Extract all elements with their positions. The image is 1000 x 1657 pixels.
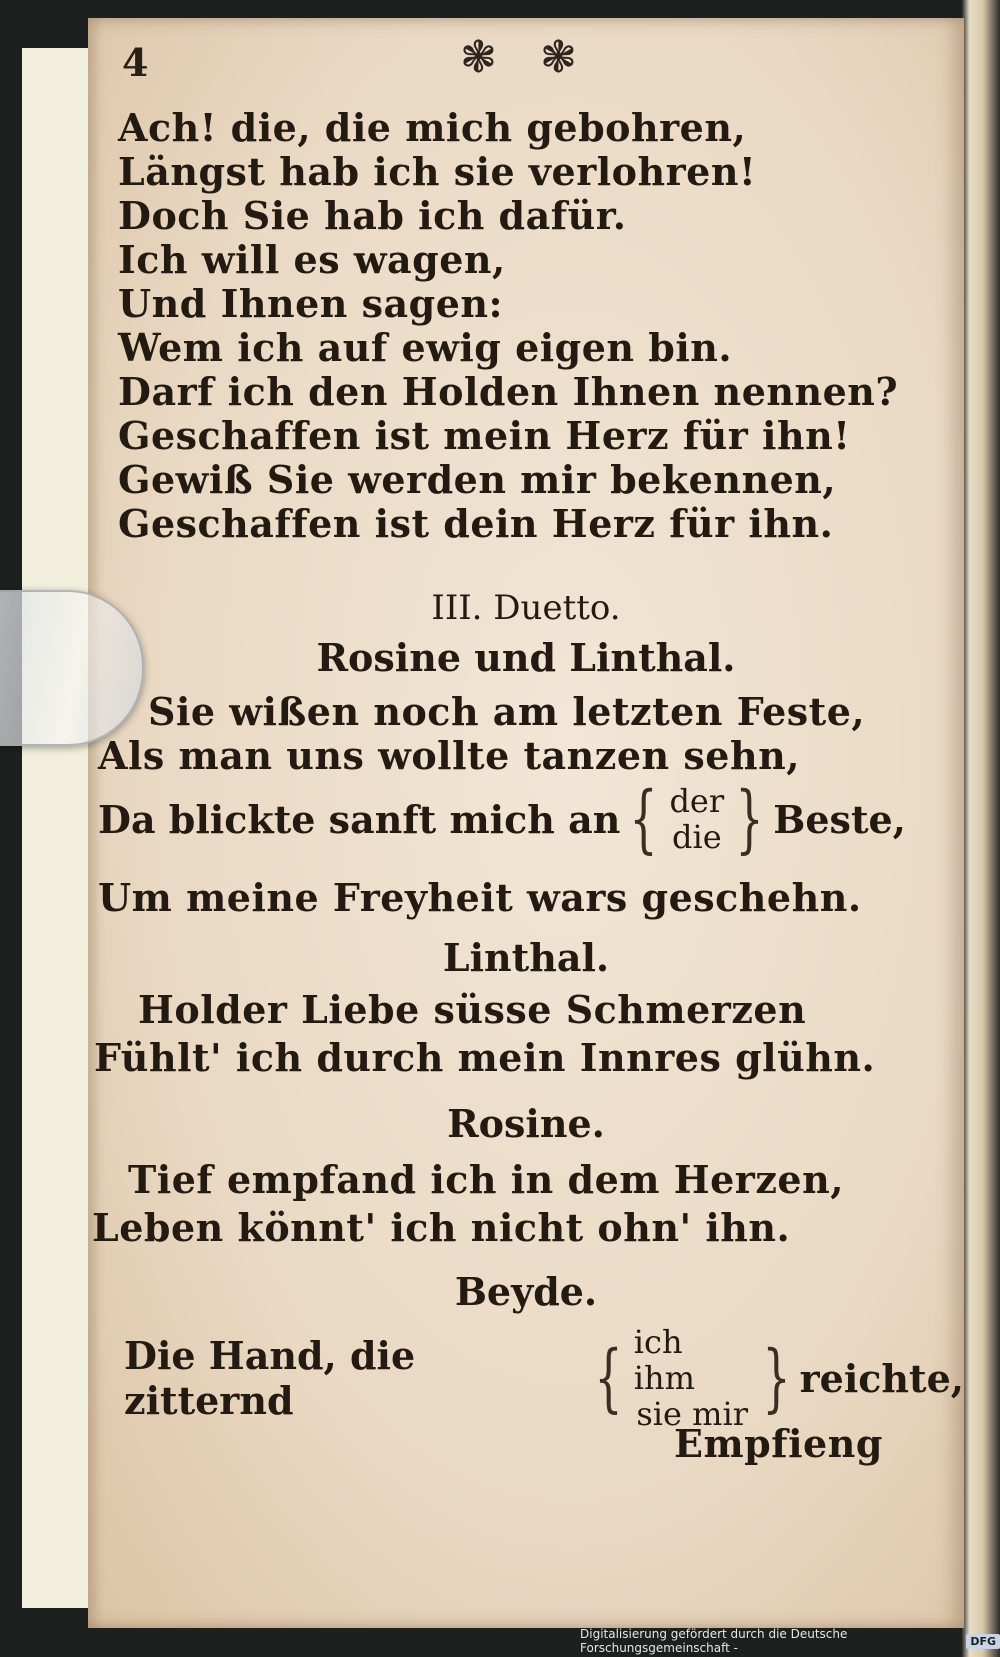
footer-text: Digitalisierung gefördert durch die Deutsche Forschungsgemeinschaft - — [580, 1627, 848, 1655]
speaker-heading: Rosine und Linthal. — [316, 635, 736, 680]
catchword: Empfieng — [674, 1421, 883, 1466]
speaker-heading: Linthal. — [442, 935, 610, 980]
verse-line: Wem ich auf ewig eigen bin. — [118, 325, 733, 370]
verse-fragment: Die Hand, die zitternd — [124, 1333, 416, 1423]
verse-line: Darf ich den Holden Ihnen nennen? — [118, 369, 899, 414]
verse-line: Fühlt' ich durch mein Innres glühn. — [94, 1035, 876, 1080]
speaker-heading: Rosine. — [447, 1101, 605, 1146]
verse-line: Als man uns wollte tanzen sehn, — [98, 733, 800, 778]
flower-ornament-icon: ❃ — [540, 32, 577, 83]
alternatives — [667, 783, 726, 855]
book-page — [88, 18, 964, 1628]
verse-fragment: Beste, — [773, 796, 906, 842]
verse-line: Leben könnt' ich nicht ohn' ihn. — [92, 1205, 791, 1250]
verse-line: Sie wißen noch am letzten Feste, — [148, 689, 866, 734]
right-brace: } — [735, 776, 764, 862]
dfg-logo: DFG — [966, 1634, 1000, 1649]
left-brace: { — [629, 776, 659, 862]
verse-line: Gewiß Sie werden mir bekennen, — [118, 457, 837, 502]
verse-line: Um meine Freyheit wars geschehn. — [98, 875, 862, 920]
right-brace: } — [761, 1335, 791, 1421]
book-edge — [962, 0, 1000, 1657]
verse-line: Ich will es wagen, — [118, 237, 506, 282]
verse-line: Ach! die, die mich gebohren, — [118, 105, 747, 150]
verse-line: Holder Liebe süsse Schmerzen — [138, 987, 807, 1032]
alternative-top: ich ihm — [633, 1323, 695, 1397]
verse-line: Geschaffen ist dein Herz für ihn. — [118, 501, 834, 546]
page-number: 4 — [122, 40, 149, 85]
alternative-bottom: die — [671, 818, 722, 856]
left-brace: { — [594, 1335, 623, 1421]
brace-verse-line — [98, 776, 906, 862]
section-heading: III. Duetto. — [431, 588, 621, 628]
page-text — [88, 18, 964, 1628]
digitization-footer — [580, 1628, 1000, 1654]
verse-line: Doch Sie hab ich dafür. — [118, 193, 627, 238]
speaker-heading: Beyde. — [454, 1269, 598, 1314]
verse-line: Geschaffen ist mein Herz für ihn! — [118, 413, 851, 458]
verse-fragment: reichte, — [799, 1355, 964, 1401]
verse-fragment: Da blickte sanft mich an — [98, 796, 621, 842]
glass-page-holder — [0, 590, 144, 746]
alternatives — [632, 1324, 753, 1432]
verse-line: Tief empfand ich in dem Herzen, — [128, 1157, 844, 1202]
brace-verse-line — [124, 1324, 964, 1432]
verse-line: Und Ihnen sagen: — [118, 281, 504, 326]
alternative-top: der — [669, 782, 725, 820]
verse-line: Längst hab ich sie verlohren! — [118, 149, 757, 194]
flower-ornament-icon: ❃ — [460, 32, 497, 83]
alternative-bottom: sie mir — [636, 1395, 748, 1433]
